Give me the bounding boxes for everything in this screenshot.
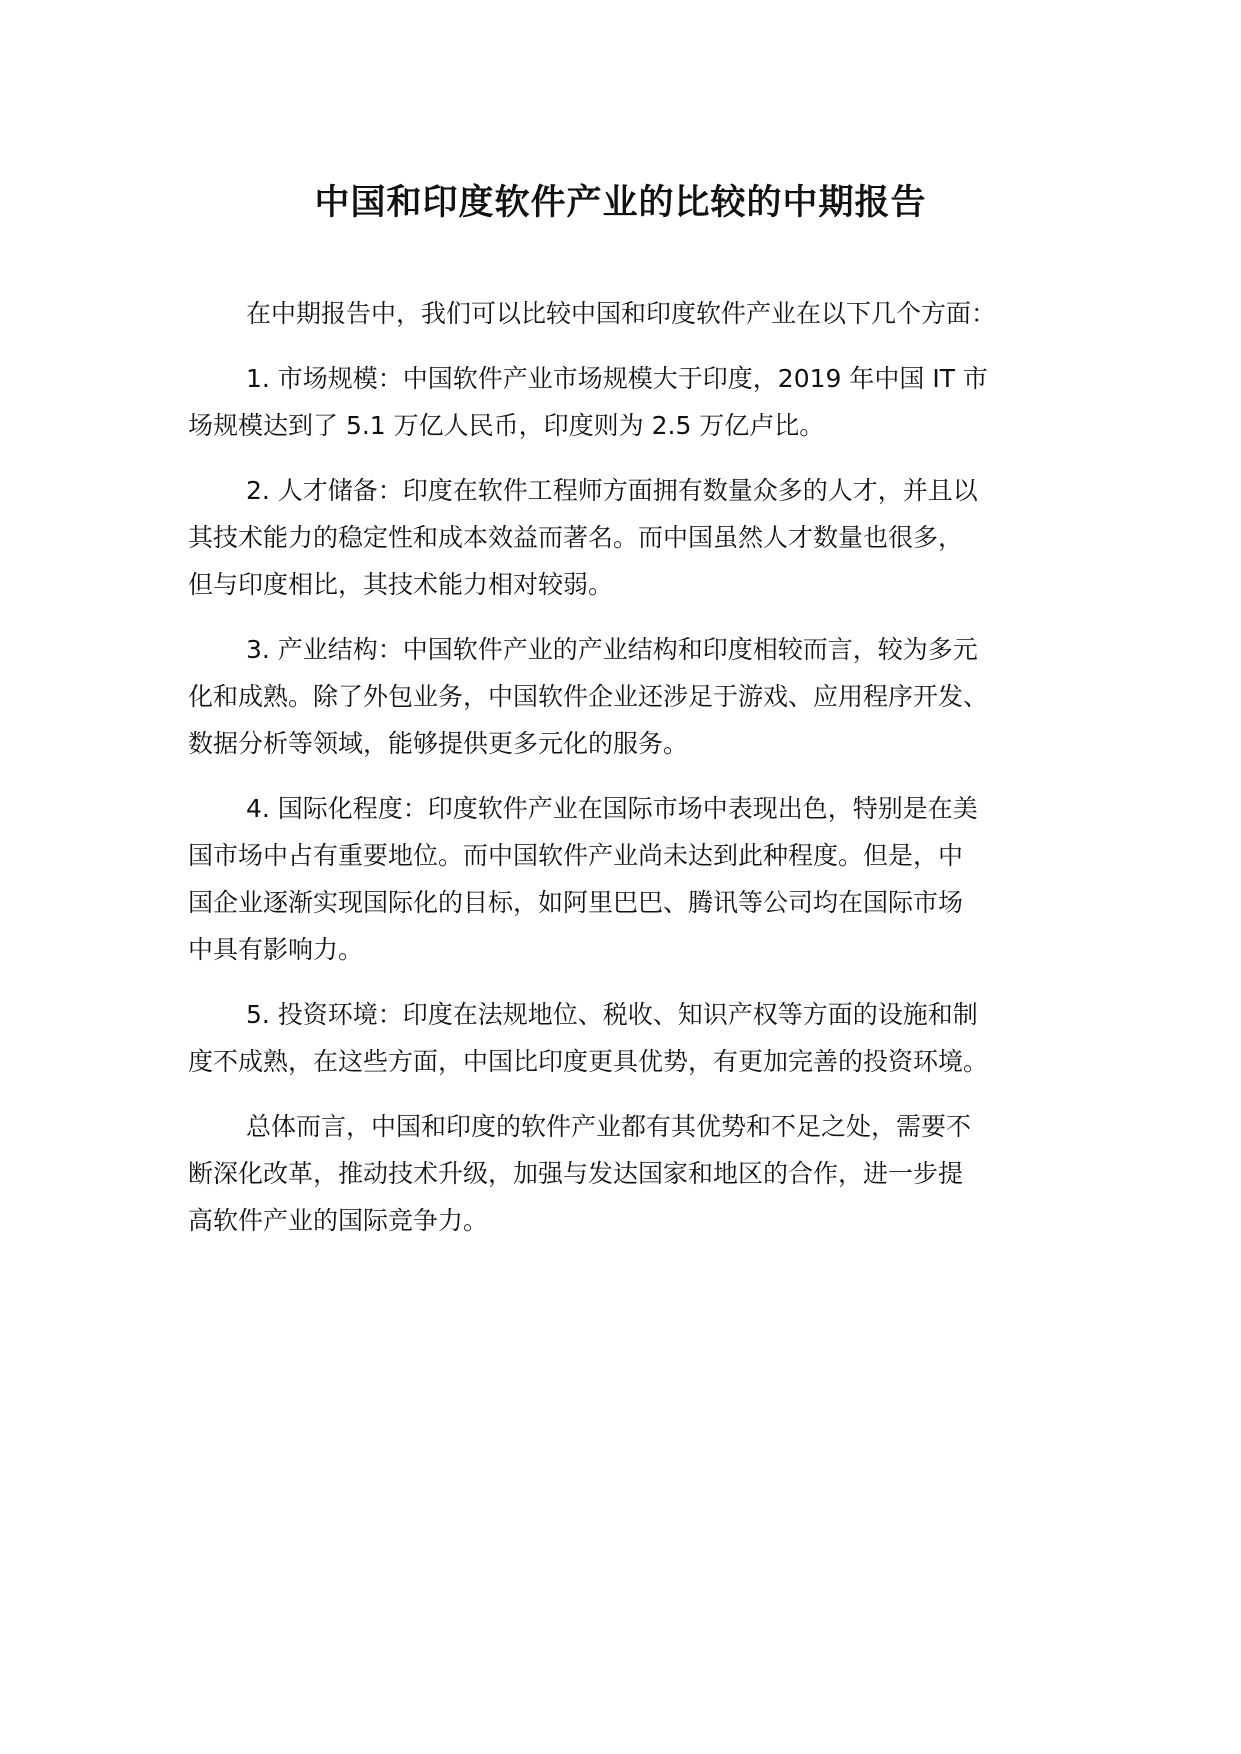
paragraph-line: 5. 投资环境：印度在法规地位、税收、知识产权等方面的设施和制	[246, 1000, 978, 1029]
paragraph-line: 国市场中占有重要地位。而中国软件产业尚未达到此种程度。但是，中	[188, 841, 964, 870]
paragraph-line: 场规模达到了 5.1 万亿人民币，印度则为 2.5 万亿卢比。	[188, 411, 825, 440]
paragraph-talent	[188, 467, 1088, 608]
paragraph-line: 4. 国际化程度：印度软件产业在国际市场中表现出色，特别是在美	[246, 794, 978, 823]
paragraph-line: 中具有影响力。	[188, 935, 364, 964]
paragraph-line: 度不成熟，在这些方面，中国比印度更具优势，有更加完善的投资环境。	[188, 1047, 989, 1076]
paragraph-conclusion	[188, 1103, 1088, 1244]
paragraph-industry-structure	[188, 626, 1088, 767]
paragraph-line: 国企业逐渐实现国际化的目标，如阿里巴巴、腾讯等公司均在国际市场	[188, 888, 964, 917]
paragraph-line: 总体而言，中国和印度的软件产业都有其优势和不足之处，需要不	[246, 1112, 972, 1141]
paragraph-line: 在中期报告中，我们可以比较中国和印度软件产业在以下几个方面：	[246, 299, 997, 328]
paragraph-line: 但与印度相比，其技术能力相对较弱。	[188, 570, 614, 599]
paragraph-line: 1. 市场规模：中国软件产业市场规模大于印度，2019 年中国 IT 市	[246, 364, 988, 393]
paragraph-line: 高软件产业的国际竞争力。	[188, 1206, 489, 1235]
paragraph-line: 化和成熟。除了外包业务，中国软件企业还涉足于游戏、应用程序开发、	[188, 682, 989, 711]
paragraph-internationalization	[188, 785, 1088, 973]
paragraph-line: 其技术能力的稳定性和成本效益而著名。而中国虽然人才数量也很多，	[188, 523, 964, 552]
paragraph-line: 3. 产业结构：中国软件产业的产业结构和印度相较而言，较为多元	[246, 635, 978, 664]
document-body	[188, 290, 1088, 1262]
paragraph-line: 数据分析等领域，能够提供更多元化的服务。	[188, 729, 689, 758]
document-title: 中国和印度软件产业的比较的中期报告	[314, 183, 927, 223]
paragraph-investment-environment	[188, 991, 1088, 1085]
paragraph-line: 2. 人才储备：印度在软件工程师方面拥有数量众多的人才，并且以	[246, 476, 978, 505]
paragraph-market-size	[188, 355, 1088, 449]
paragraph-line: 断深化改革，推动技术升级，加强与发达国家和地区的合作，进一步提	[188, 1159, 964, 1188]
paragraph-intro	[188, 290, 1088, 337]
